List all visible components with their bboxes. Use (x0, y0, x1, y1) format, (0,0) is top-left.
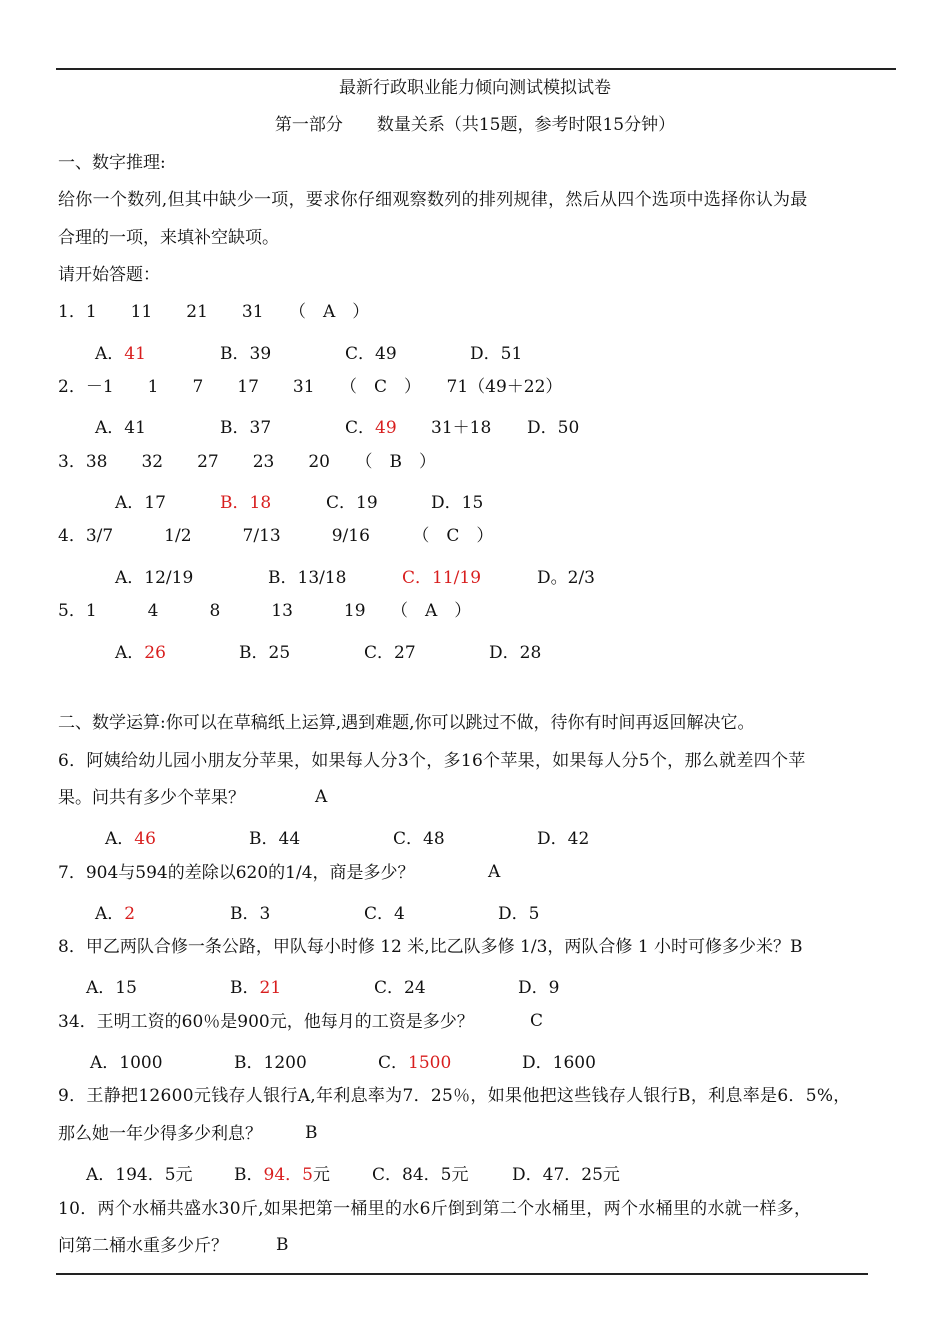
q7-option-c: C．4 (364, 904, 405, 924)
question-6-line1: 6．阿姨给幼儿园小朋友分苹果，如果每人分3个，多16个苹果，如果每人分5个，那么就差四个苹 (58, 751, 806, 771)
section1-intro-line2: 合理的一项，来填补空缺项。 (58, 228, 279, 248)
q34-option-b: B．1200 (234, 1053, 307, 1073)
top-rule (56, 68, 896, 70)
q34-option-a: A．1000 (90, 1053, 163, 1073)
question-6-line2: 果。问共有多少个苹果？ (58, 788, 245, 808)
q8-option-a: A．15 (86, 978, 137, 998)
start-prompt: 请开始答题： (58, 265, 160, 285)
q8-option-b: B．21 (230, 978, 282, 998)
q6-answer: A (315, 787, 328, 807)
q8-option-c: C．24 (374, 978, 426, 998)
q2-option-d: D．50 (527, 418, 580, 438)
q3-option-b: B．18 (220, 493, 272, 513)
q34-option-c: C．1500 (378, 1053, 452, 1073)
question-5-stem: 5．1 4 8 13 19 （ A ） (58, 601, 472, 621)
section1-heading: 一、数字推理: (58, 153, 166, 173)
q9-answer: B (305, 1123, 318, 1143)
document-title: 最新行政职业能力倾向测试模拟试卷 (339, 78, 611, 98)
q4-option-a: A．12/19 (115, 568, 194, 588)
q5-option-c: C．27 (364, 643, 416, 663)
q4-option-d: D。2/3 (537, 568, 595, 588)
part-heading: 第一部分 数量关系（共15题，参考时限15分钟） (274, 115, 676, 135)
q6-option-d: D．42 (537, 829, 590, 849)
q5-option-d: D．28 (489, 643, 542, 663)
question-7-stem: 7．904与594的差除以620的1/4，商是多少？ (58, 863, 415, 883)
section1-intro-line1: 给你一个数列,但其中缺少一项，要求你仔细观察数列的排列规律，然后从四个选项中选择你认为最 (58, 190, 808, 210)
q4-option-b: B．13/18 (268, 568, 347, 588)
q7-option-d: D．5 (498, 904, 540, 924)
q6-option-b: B．44 (249, 829, 301, 849)
question-3-stem: 3．38 32 27 23 20 （ B ） (58, 452, 436, 472)
q2-option-c: C．49 (345, 418, 397, 438)
q6-option-a: A．46 (105, 829, 156, 849)
q1-option-d: D．51 (470, 344, 523, 364)
q1-option-c: C．49 (345, 344, 397, 364)
q7-option-a: A．2 (95, 904, 136, 924)
q1-option-a: A．41 (95, 344, 146, 364)
q3-option-a: A．17 (115, 493, 166, 513)
q3-option-d: D．15 (431, 493, 484, 513)
q5-option-a: A．26 (115, 643, 166, 663)
q6-option-c: C．48 (393, 829, 445, 849)
q1-option-b: B．39 (220, 344, 272, 364)
q2-option-a: A．41 (95, 418, 146, 438)
question-1-stem: 1．1 11 21 31 （ A ） (58, 302, 370, 322)
q2-note: 31＋18 (431, 418, 492, 438)
bottom-rule (56, 1273, 868, 1275)
q9-option-b: B．94．5元 (234, 1165, 330, 1185)
q9-option-c: C．84．5元 (372, 1165, 469, 1185)
q2-option-b: B．37 (220, 418, 272, 438)
question-9-line1: 9．王静把12600元钱存人银行A,年利息率为7．25％，如果他把这些钱存人银行B，利息率是6．5%， (58, 1086, 851, 1106)
q4-option-c: C．11/19 (402, 568, 482, 588)
q9-option-a: A．194．5元 (86, 1165, 193, 1185)
q10-answer: B (276, 1235, 289, 1255)
question-10-line2: 问第二桶水重多少斤？ (58, 1236, 228, 1256)
q8-option-d: D．9 (518, 978, 560, 998)
q5-option-b: B．25 (239, 643, 291, 663)
question-2-stem: 2．－1 1 7 17 31 （ C ） 71（49＋22） (58, 377, 563, 397)
q7-option-b: B．3 (230, 904, 271, 924)
question-8-stem: 8．甲乙两队合修一条公路，甲队每小时修 12 米,比乙队多修 1/3，两队合修 1 小时可修多少米？B (58, 937, 803, 957)
question-10-line1: 10．两个水桶共盛水30斤,如果把第一桶里的水6斤倒到第二个水桶里，两个水桶里的水就一样多， (58, 1199, 812, 1219)
section2-heading: 二、数学运算:你可以在草稿纸上运算,遇到难题,你可以跳过不做，待你有时间再返回解决它。 (58, 713, 755, 733)
question-9-line2: 那么她一年少得多少利息？ (58, 1124, 262, 1144)
q34-answer: C (530, 1011, 544, 1031)
q9-option-d: D．47．25元 (512, 1165, 620, 1185)
question-34-stem: 34．王明工资的60％是900元，他每月的工资是多少？ (58, 1012, 474, 1032)
question-4-stem: 4．3/7 1/2 7/13 9/16 （ C ） (58, 526, 494, 546)
q3-option-c: C．19 (326, 493, 378, 513)
q7-answer: A (488, 862, 501, 882)
q34-option-d: D．1600 (522, 1053, 596, 1073)
